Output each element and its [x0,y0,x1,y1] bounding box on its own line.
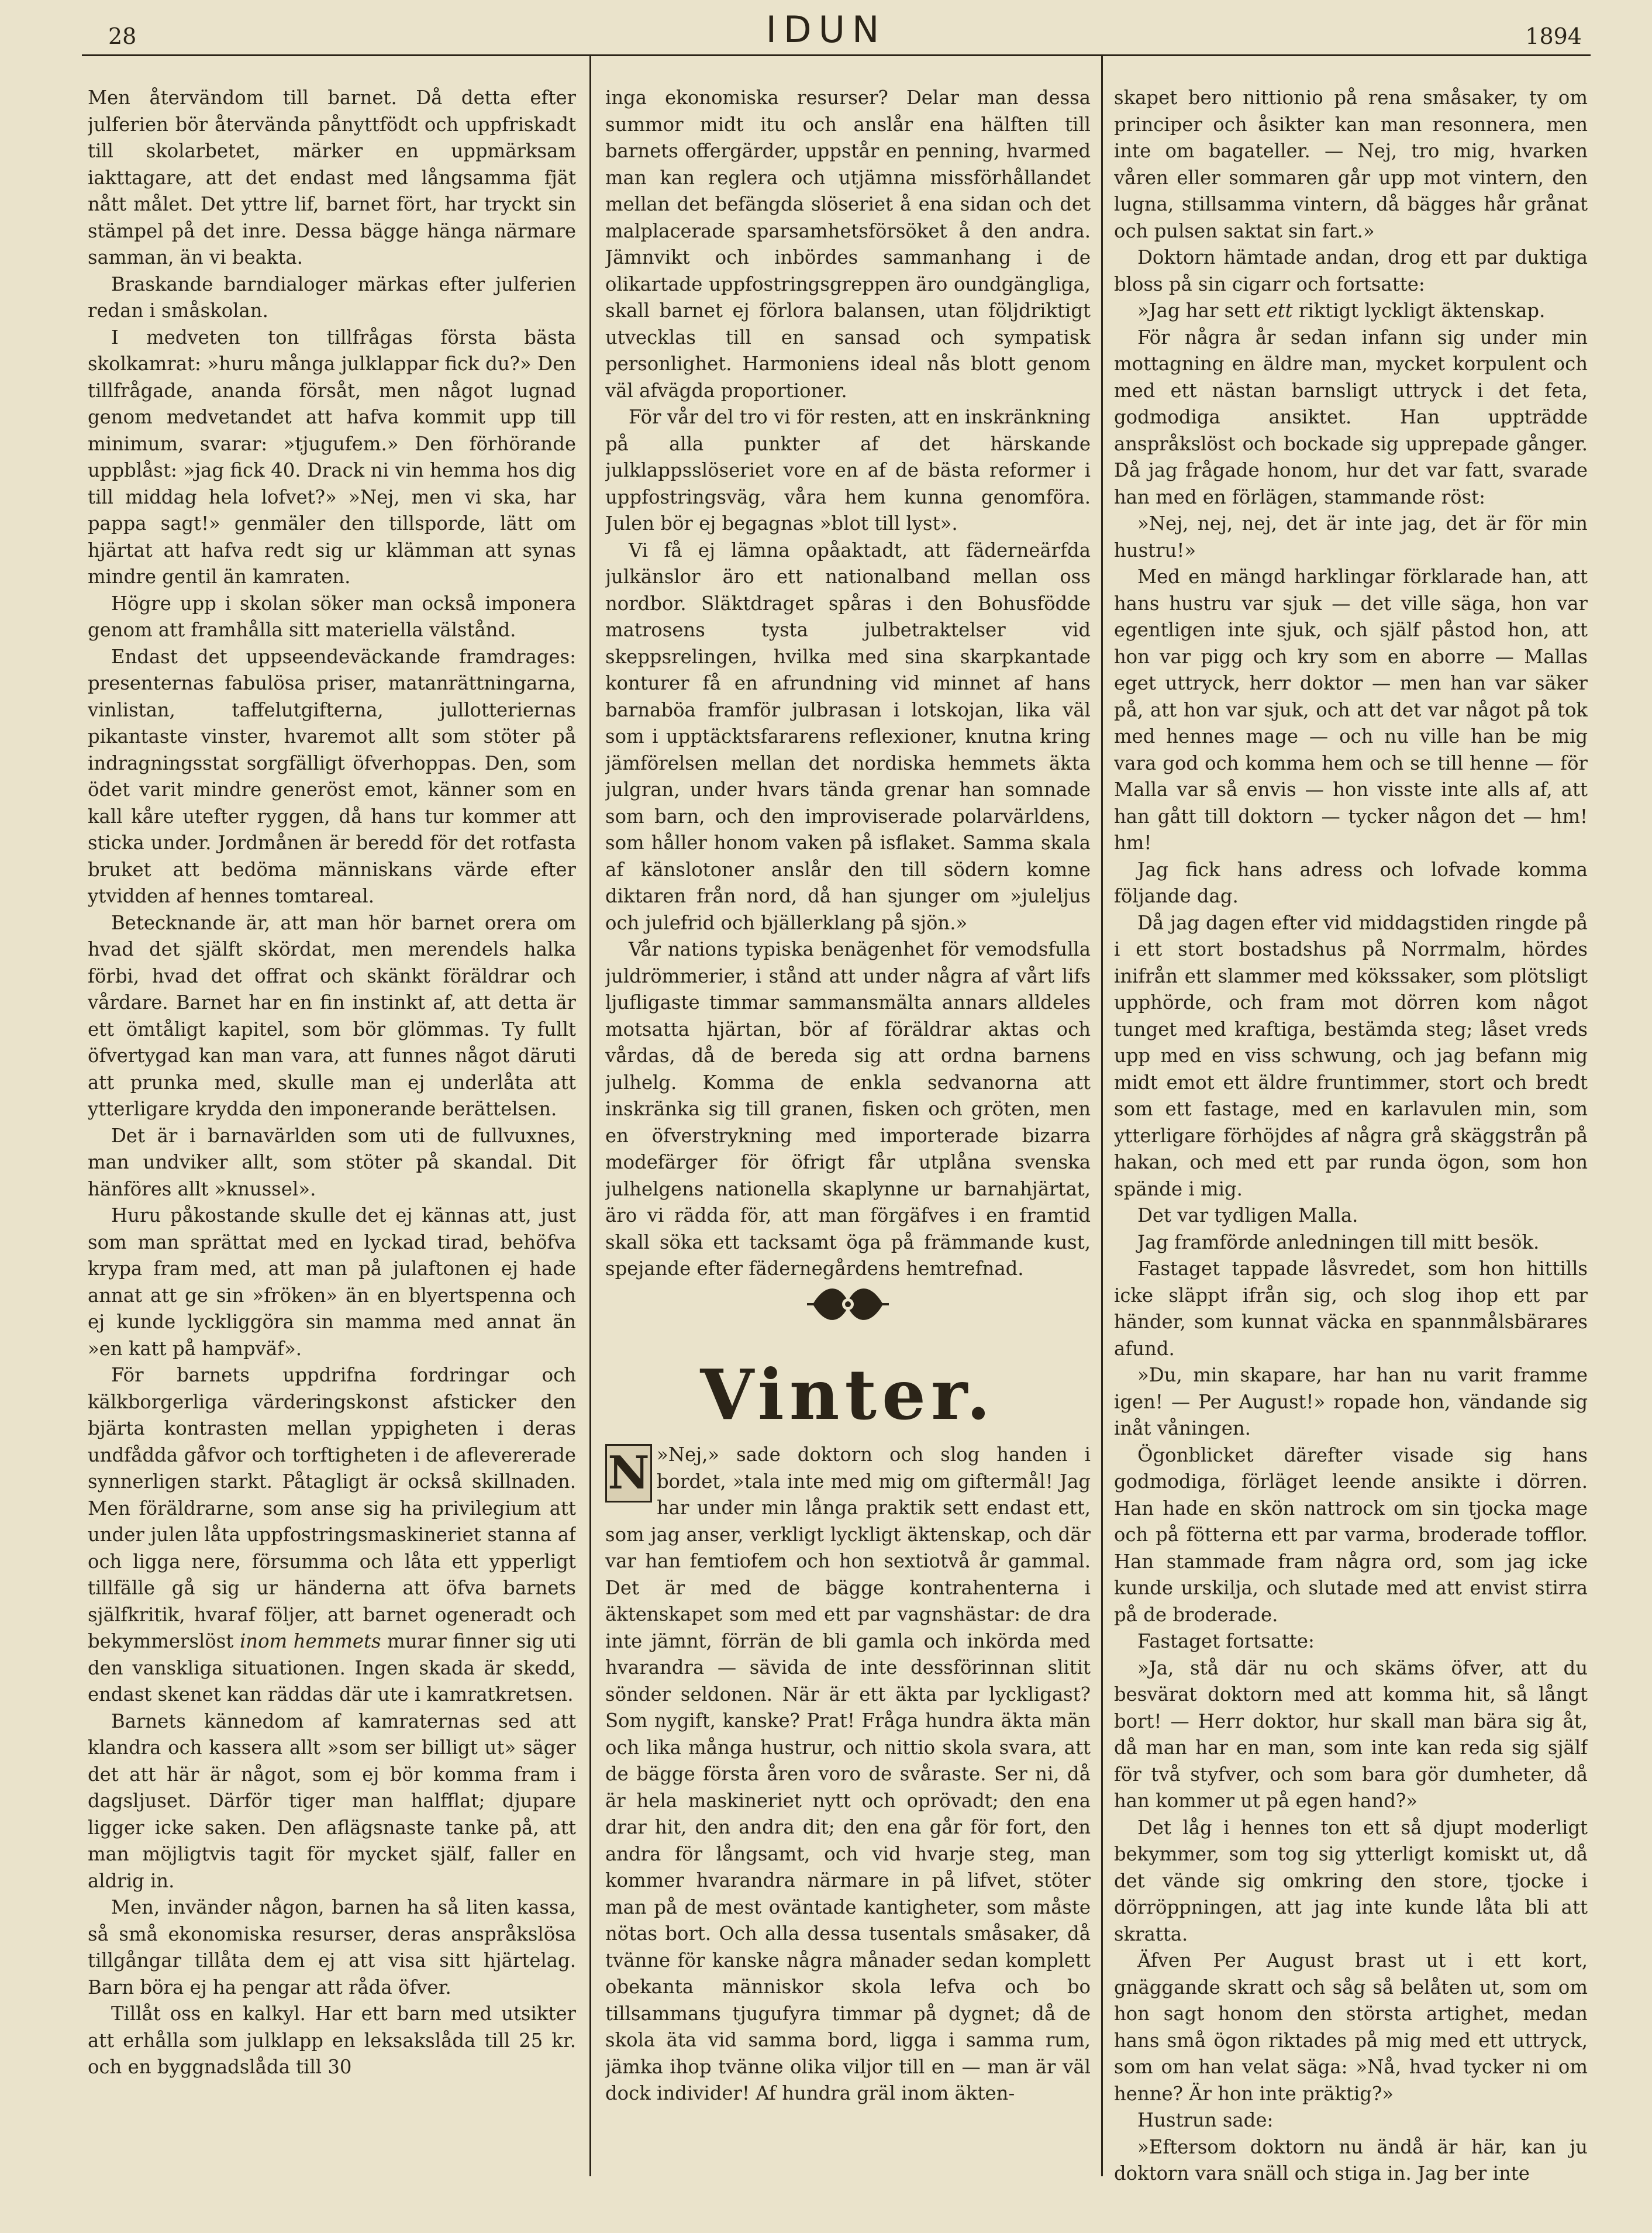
paragraph: För vår del tro vi för resten, att en inskränkning på alla punkter af det härskande julklappsslöseriet vore en af de bästa reformer i uppfostringsväg, våra hem kunna genomföra. Julen bör ej begagnas »blot till lyst». [605,406,1091,535]
column-1 [88,85,576,2190]
story-opening: »Nej,» sade doktorn och slog handen i bordet, »tala inte med mig om giftermål! Jag har under min långa praktik sett endast ett, som jag anser, verkligt lyckligt äktenskap, och där var han femtiofem och hon sextiotvå år gammal. Det är med de bägge kontrahenterna i äktenskapet som med ett par vagnshästar: de dra inte jämnt, förrän de bli gamla och inkörda med hvarandra — sävida de inte dessförinnan slitit sönder seldonen. När är ett äkta par lyckligast? Som nygift, kanske? Prat! Fråga hundra äkta män och lika många hustrur, och nittio skola svara, att de bägge första åren voro de svåraste. Ser ni, då är hela maskineriet nytt och oprövadt; den ena drar hit, den andra dit; den ena går för fort, den andra för långsamt, och vid hvarje steg, man kommer hvarandra närmare in på lifvet, stöter man på de mest oväntade kantigheter, som måste nötas bort. Och alla dessa tusentals småsaker, då tvänne för kanske några månader sedan komplett obekanta människor skola lefva och bo tillsammans tjugufyra timmar på dygnet; då de skola äta vid samma bord, ligga i samma rum, jämka ihop tvänne olika viljor till en — man är väl dock individer! Af hundra gräl inom äkten- [605,1443,1091,2104]
paragraph: Med en mängd harklingar förklarade han, att hans hustru var sjuk — det ville säga, hon var egentligen inte sjuk, och själf påstod hon, att hon var pigg och kry som en aborre — Mallas eget uttryck, herr doktor — men han var säker på, att hon var sjuk, och att det var något på tok med hennes mage — och nu ville han be mig vara god och komma hem och se till henne — för Malla var så envis — hon visste inte alls af, att han gått till doktorn — tycker någon det — hm! hm! [1114,566,1588,854]
paragraph: »Jag har sett ett riktigt lyckligt äktenskap. [1137,299,1546,322]
paragraph: Men återvändom till barnet. Då detta efter julferien bör återvända pånyttfödt och uppfriskadt till skolarbetet, märker en uppmärksam iakttagare, att det endast med långsamma fjät nått målet. Det yttre lif, barnet fört, har tryckt sin stämpel på det inre. Dessa bägge hänga närmare samman, än vi beakta. [88,87,576,268]
paragraph: skapet bero nittionio på rena småsaker, ty om principer och åsikter kan man resonnera, men inte om bagateller. — Nej, tro mig, hvarken våren eller sommaren går upp mot vintern, den lugna, stillsamma vintern, då bägges hår grånat och pulsen saktat sin fart.» [1114,87,1588,242]
paragraph: Tillåt oss en kalkyl. Har ett barn med utsikter att erhålla som julklapp en leksakslåda till 25 kr. och en byggnadslåda till 30 [88,2003,576,2078]
column-divider-1 [589,56,591,2176]
story-title: Vinter. [700,1354,996,1435]
ornament-icon [807,1278,889,1331]
paragraph: Jag framförde anledningen till mitt besök. [1137,1231,1540,1253]
paragraph: »Eftersom doktorn nu ändå är här, kan ju doktorn vara snäll och stiga in. Jag ber inte [1114,2135,1588,2184]
paragraph: I medveten ton tillfrågas första bästa skolkamrat: »huru många julklappar fick du?» Den tillfrågade, ananda försåt, men något lugnad genom medvetandet att hafva kommit upp till minimum, svarar: »tjugufem.» Den förhörande uppblåst: »jag fick 40. Drack ni vin hemma hos dig till middag hela lofvet?» »Nej, men vi ska, har pappa sagt!» genmäler den tillsporde, lätt om hjärtat att hafva redt sig ur klämman att synas mindre gentil än kamraten. [88,326,576,588]
column-2 [605,85,1091,1295]
paragraph: Fastaget tappade låsvredet, som hon hittills icke släppt ifrån sig, och slog ihop ett par händer, som kunnat väcka en spannmålsbärares afund. [1114,1257,1588,1360]
paragraph: Då jag dagen efter vid middagstiden ringde på i ett stort bostadshus på Norrmalm, hördes inifrån ett slammer med kökssaker, som plötsligt upphörde, och fram mot dörren kom något tunget med kraftiga, bestämda steg; låset vreds upp med en viss schwung, och jag befann mig midt emot ett äldre fruntimmer, stort och bredt som ett fastage, med en karlavulen min, som ytterligare förhöjdes af några grå skäggstrån på hakan, och med ett par runda ögon, som hon spände i mig. [1114,911,1588,1200]
paragraph: »Nej, nej, nej, det är inte jag, det är för min hustru!» [1114,512,1588,561]
paragraph: Äfven Per August brast ut i ett kort, gnäggande skratt och såg så belåten ut, som om hon sagt honom den största artighet, medan hans små ögon riktades på mig med ett uttryck, som om han velat säga: »Nå, hvad tycker ni om henne? Är hon inte präktig?» [1114,1949,1588,2105]
paragraph: »Ja, stå där nu och skäms öfver, att du besvärat doktorn med att komma hit, så långt bort! — Herr doktor, hur skall man bära sig åt, då man har en man, som inte kan reda sig själf för två styfver, och som bara gör dumheter, då han kommer ut på egen hand?» [1114,1656,1588,1812]
paragraph: Högre upp i skolan söker man också imponera genom att framhålla sitt materiella välstånd. [88,592,576,641]
paragraph: Ögonblicket därefter visade sig hans godmodiga, förläget leende ansikte i dörren. Han hade en skön nattrock om sin tjocka mage och på fötterna ett par varma, broderade tofflor. Han stammade fram några ord, som jag icke kunde urskilja, och slutade med att envist stirra på de broderade. [1114,1443,1588,1626]
paragraph: Men, invänder någon, barnen ha så liten kassa, så små ekonomiska resurser, deras anspråkslösa tillgångar tillåta dem ej att visa sitt hjärtelag. Barn böra ej ha pengar att råda öfver. [88,1896,576,1998]
paragraph: Huru påkostande skulle det ej kännas att, just som man sprättat med en lyckad tirad, behöfva krypa fram med, att man på julaftonen ej hade annat att ge sin »fröken» än en blyertspenna och ej kunde lyckliggöra sin mamma med annat än »en katt på hampväf». [88,1204,576,1360]
header-rule [82,54,1591,56]
column-divider-2 [1101,56,1103,2176]
paragraph: Det var tydligen Malla. [1137,1204,1358,1226]
drop-cap: N [605,1444,652,1503]
paragraph: Vår nations typiska benägenhet för vemodsfulla juldrömmerier, i stånd att under några af vårt lifs ljufligaste timmar sammansmälta annars alldeles motsatta hjärtan, bör af föräldrar aktas och vårdas, då de bereda sig att ordna barnens julhelg. Komma de enkla sedvanorna att inskränka sig till granen, fisken och gröten, men en öfverstrykning med importerade bizarra modefärger för öfrigt får utplåna svenska julhelgens nationella skaplynne ur barnahjärtat, äro vi rädda för, att man förgäfves i en framtid skall söka ett tacksamt öga på främmande kust, spejande efter fädernegårdens hemtrefnad. [605,938,1091,1280]
paragraph: Jag fick hans adress och lofvade komma följande dag. [1114,858,1588,907]
paragraph: Fastaget fortsatte: [1137,1630,1315,1652]
story-column [605,1442,1091,2190]
paragraph: Endast det uppseendeväckande framdrages: presenternas fabulösa priser, matanrättningarna, vinlistan, taffelutgifterna, jullotteriernas pikantaste vinster, hvaremot allt som stöter på indragningsstat sorgfälligt öfverhoppas. Den, som ödet varit mindre generöst emot, känner som en kall kåre utefter ryggen, då hans tur kommer att sticka under. Jordmånen är beredd för det rotfasta bruket att bedöma människans värde efter ytvidden af hennes tomtareal. [88,645,576,907]
paragraph: Braskande barndialoger märkas efter julferien redan i småskolan. [88,273,576,322]
paragraph: För några år sedan infann sig under min mottagning en äldre man, mycket korpulent och med ett nästan barnsligt uttryck i det feta, godmodiga ansiktet. Han uppträdde anspråkslöst och bockade sig upprepade gånger. Då jag frågade honom, hur det var fatt, svarade han med en förlägen, stammande röst: [1114,326,1588,508]
paragraph: För barnets uppdrifna fordringar och kälkborgerliga värderingskonst afsticker den bjärta kontrasten mellan yppigheten i deras undfådda gåfvor och torftigheten i de aflevererade synnerligen starkt. Påtagligt är också skillnaden. Men föräldrarne, som anse sig ha privilegium att under julen låta uppfostringsmaskineriet stanna af och ligga nere, försumma och låta ett ypperligt tillfälle gå sig ur händerna att öfva barnets själfkritik, hvaraf följer, att barnet ogeneradt och bekymmerslöst inom hemmets murar finner sig uti den vanskliga situationen. Ingen skada är skedd, endast skenet kan räddas där ute i kamratkretsen. [88,1364,576,1705]
paragraph: Det låg i hennes ton ett så djupt moderligt bekymmer, som tog sig ytterligt komiskt ut, då det vände sig omkring den store, tjocke i dörröppningen, att jag inte kunde låta bli att skratta. [1114,1816,1588,1945]
page-number: 28 [108,23,137,49]
column-3 [1114,85,1588,2190]
paragraph: »Du, min skapare, har han nu varit framme igen! — Per August!» ropade hon, vändande sig inåt våningen. [1114,1364,1588,1439]
paragraph [605,1442,1091,2107]
paragraph: Doktorn hämtade andan, drog ett par duktiga bloss på sin cigarr och fortsatte: [1114,246,1588,295]
year: 1894 [1525,23,1582,49]
paragraph: Hustrun sade: [1137,2109,1274,2131]
paragraph: Det är i barnavärlden som uti de fullvuxnes, man undviker allt, som stöter på skandal. Dit hänföres allt »knussel». [88,1124,576,1200]
paragraph: Vi få ej lämna opåaktadt, att fäderneärfda julkänslor äro ett nationalband mellan oss nordbor. Släktdraget spåras i den Bohusfödde matrosens tysta julbetraktelser vid skeppsrelingen, hvilka med sina skarpkantade konturer få en afrundning vid minnet af hans barnaböa framför julbrasan i lotskojan, lika väl som i upptäcktsfararens reflexioner, knutna kring jämförelsen mellan det nordiska hemmets äkta julgran, under hvars tända grenar han somnade som barn, och den improviserade polarvärldens, som håller honom vaken på isflaket. Samma skala af känslotoner anslår den till södern komne diktaren från nord, då han sjunger om »juleljus och julefrid och bjällerklang på sjön.» [605,539,1091,934]
paragraph: Barnets kännedom af kamraternas sed att klandra och kassera allt »som ser billigt ut» säger det att här är något, som ej bör komma fram i dagsljuset. Därför tiger man halfflat; djupare ligger icke saken. Den aflägsnaste tanke på, att man möjligtvis tagit för mycket själf, faller en aldrig in. [88,1710,576,1892]
paragraph: Betecknande är, att man hör barnet orera om hvad det själft skördat, men merendels halka förbi, hvad det offrat och skänkt föräldrar och vårdare. Barnet har en fin instinkt af, att detta är ett ömtåligt kapitel, som bör glömmas. Ty fullt öfvertygad kan man vara, att funnes något däruti att prunka med, skulle man ej underlåta att ytterligare krydda den imponerande berättelsen. [88,911,576,1120]
paragraph: inga ekonomiska resurser? Delar man dessa summor midt itu och anslår ena hälften till barnets offergärder, uppstår en penning, hvarmed man kan reglera och utjämna missförhållandet mellan det befängda slöseriet å ena sidan och det malplacerade sparsamhetsförsöket å den andra. Jämnvikt och inbördes sammanhang i de olikartade uppfostringsgreppen äro oundgängliga, skall barnet ej förlora balansen, utan följdriktigt utvecklas till en sansad och sympatisk personlighet. Harmoniens ideal nås blott genom väl afvägda proportioner. [605,87,1091,402]
page-header [0,0,1652,58]
masthead-title: IDUN [765,8,887,51]
